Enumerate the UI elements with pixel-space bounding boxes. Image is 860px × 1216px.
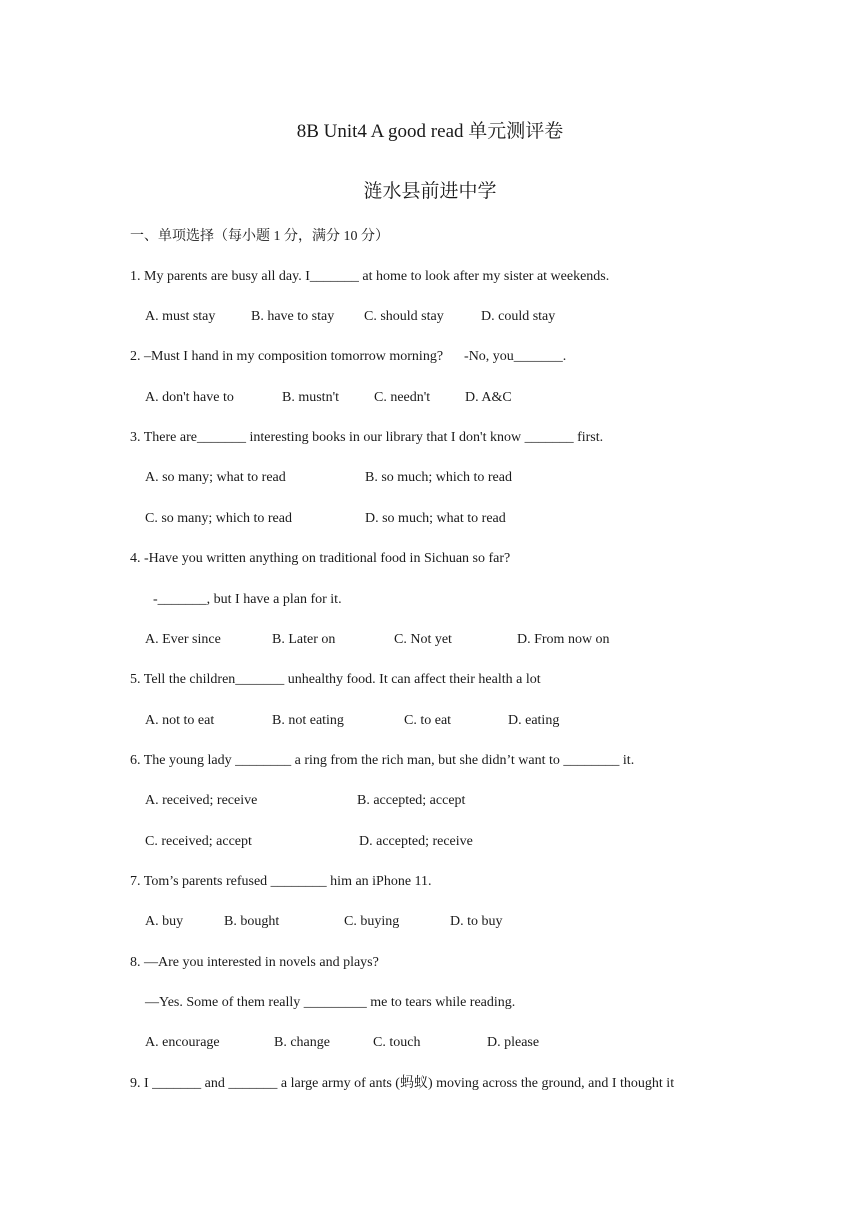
option-b: B. have to stay (251, 309, 335, 324)
option-c: C. received; accept (145, 834, 252, 849)
option-b: B. mustn't (282, 390, 339, 405)
option-a: A. buy (145, 914, 184, 929)
option-a: A. don't have to (145, 390, 234, 405)
question-stem: 4. -Have you written anything on traditional food in Sichuan so far? (130, 551, 511, 566)
section-heading: 一、单项选择（每小题 1 分，满分 10 分） (130, 229, 389, 244)
option-a: A. not to eat (145, 713, 215, 728)
option-a: A. so many; what to read (145, 470, 286, 485)
option-b: B. change (274, 1035, 330, 1050)
question-stem: 8. —Are you interested in novels and plays? (130, 955, 379, 970)
option-a: A. must stay (145, 309, 216, 324)
option-d: D. accepted; receive (359, 834, 473, 849)
question-stem: 2. –Must I hand in my composition tomorrow morning? -No, you_______. (130, 349, 567, 364)
option-c: C. should stay (364, 309, 444, 324)
option-a: A. encourage (145, 1035, 220, 1050)
option-c: C. Not yet (394, 632, 452, 647)
option-b: B. accepted; accept (357, 793, 466, 808)
option-d: D. could stay (481, 309, 556, 324)
question-stem: 5. Tell the children_______ unhealthy food. It can affect their health a lot (130, 672, 541, 687)
option-a: A. Ever since (145, 632, 221, 647)
option-c: C. buying (344, 914, 400, 929)
option-c: C. touch (373, 1035, 421, 1050)
question-stem: 3. There are_______ interesting books in our library that I don't know _______ first. (130, 430, 604, 445)
option-b: B. so much; which to read (365, 470, 512, 485)
question-stem: 9. I _______ and _______ a large army of ants (蚂蚁) moving across the ground, and I thought it (130, 1076, 675, 1091)
option-d: D. From now on (517, 632, 610, 647)
option-c: C. to eat (404, 713, 452, 728)
option-d: D. eating (508, 713, 560, 728)
option-b: B. bought (224, 914, 280, 929)
option-c: C. so many; which to read (145, 511, 292, 526)
question-reply: —Yes. Some of them really _________ me to tears while reading. (145, 995, 516, 1010)
option-d: D. so much; what to read (365, 511, 506, 526)
option-d: D. to buy (450, 914, 503, 929)
option-b: B. not eating (272, 713, 344, 728)
option-d: D. A&C (465, 390, 512, 405)
document-title: 8B Unit4 A good read 单元测评卷 (296, 121, 564, 142)
question-stem: 1. My parents are busy all day. I_______ at home to look after my sister at weekends. (130, 269, 610, 284)
option-c: C. needn't (374, 390, 431, 405)
school-name: 涟水县前进中学 (363, 181, 497, 202)
question-stem: 7. Tom’s parents refused ________ him an iPhone 11. (130, 874, 432, 889)
question-stem: 6. The young lady ________ a ring from the rich man, but she didn’t want to ________ it. (130, 753, 635, 768)
option-b: B. Later on (272, 632, 336, 647)
option-a: A. received; receive (145, 793, 258, 808)
question-reply: -_______, but I have a plan for it. (153, 592, 342, 607)
option-d: D. please (487, 1035, 540, 1050)
